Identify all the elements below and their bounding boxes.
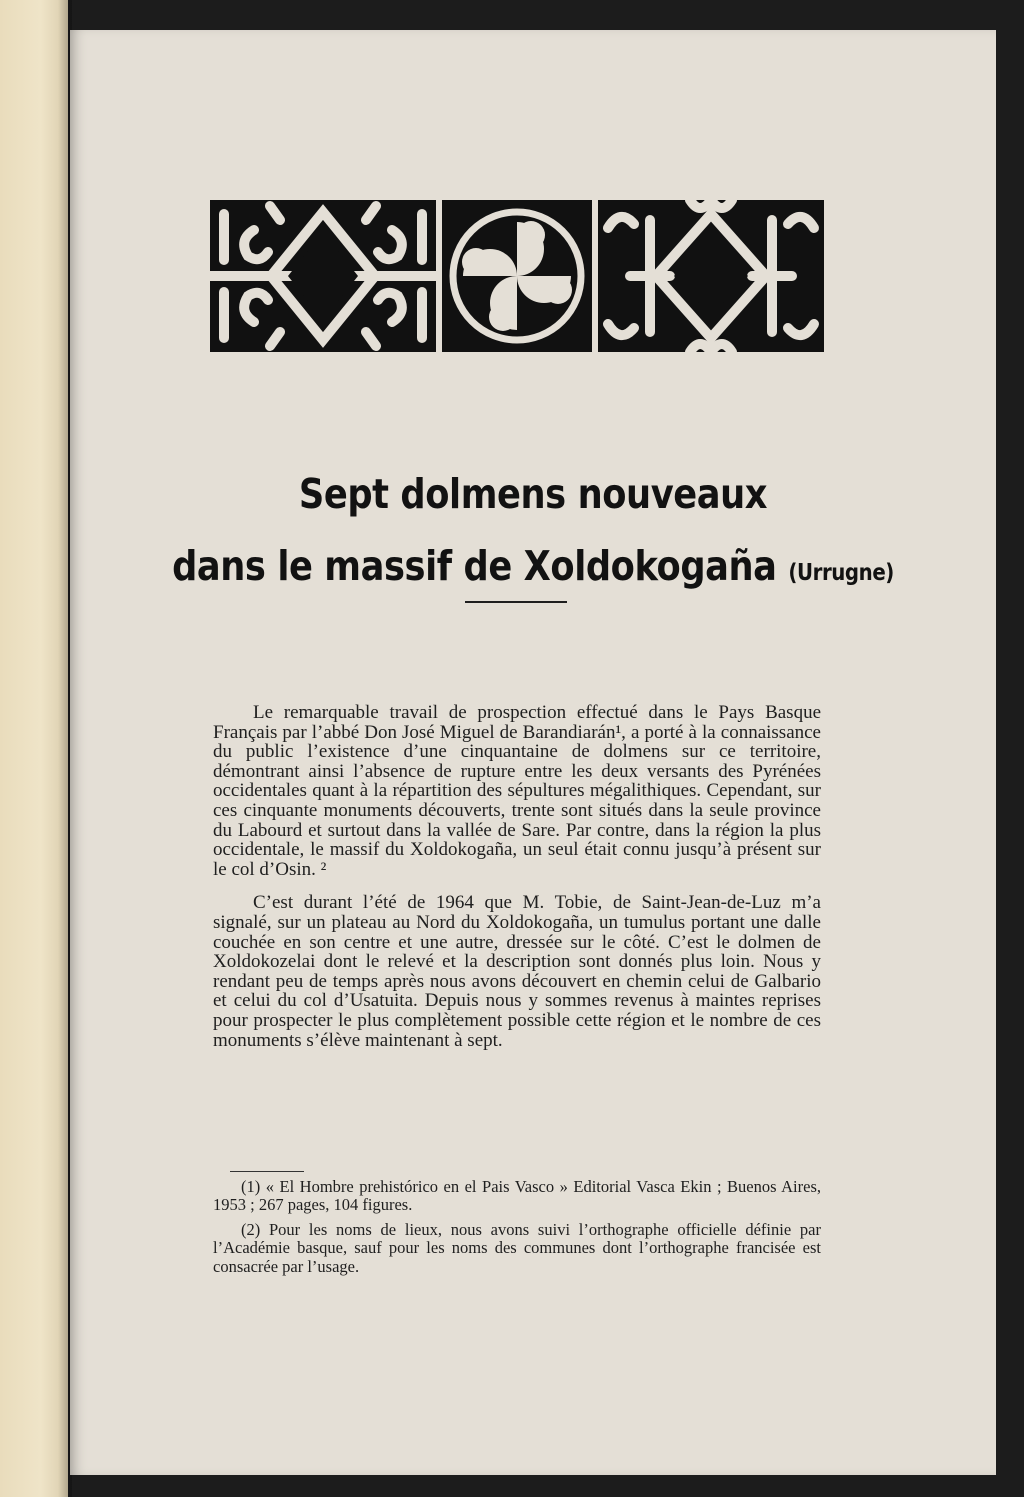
left-ornament-panel: [210, 200, 436, 352]
document-page: [70, 30, 996, 1475]
footnote: (2) Pour les noms de lieux, nous avons suivi l’orthographe officielle définie par l’Académie basque, sauf pour les noms des communes dont l’orthographe francisée est consacrée par l’usage.: [213, 1219, 821, 1276]
footnote: (1) « El Hombre prehistórico en el Pais Vasco » Editorial Vasca Ekin ; Buenos Aires, 1953 ; 267 pages, 104 figures.: [213, 1177, 821, 1215]
lauburu-banner-icon: [210, 200, 824, 352]
footnote-divider: [230, 1171, 304, 1172]
paragraph: C’est durant l’été de 1964 que M. Tobie, de Saint-Jean-de-Luz m’a signalé, sur un plateau au Nord du Xoldokogaña, un tumulus portant une dalle couchée en son centre et une autre, dressée sur le côté. C’est le dolmen de Xoldokozelai dont le relevé et la description sont donnés plus loin. Nous y rendant peu de temps après nous avons découvert en chemin celui de Galbario et celui du col d’Usatuita. Depuis nous y sommes revenus à maintes reprises pour prospecter le plus complètement possible cette région et le nombre de ces monuments s’élève maintenant à sept.: [213, 892, 821, 1051]
document-title-line1: Sept dolmens nouveaux: [298, 470, 768, 518]
title-divider: [465, 601, 567, 603]
footnotes: [213, 1178, 821, 1282]
right-ornament-panel: [598, 200, 824, 352]
document-title-line2: [135, 542, 931, 590]
document-title-text: dans le massif de Xoldokogaña: [172, 542, 777, 590]
document-title-suffix: (Urrugne): [788, 560, 894, 586]
paragraph: Le remarquable travail de prospection effectué dans le Pays Basque Français par l’abbé Don José Miguel de Barandiarán¹, a porté à la connaissance du public l’existence d’une cinquantaine de dolmens sur ce territoire, démontrant ainsi l’absence de rupture entre les deux versants des Pyrénées occidentales quant à la répartition des sépultures mégalithiques. Cependant, sur ces cinquante monuments découverts, trente sont situés dans la seule province du Labourd et surtout dans la vallée de Sare. Par contre, dans la région la plus occidentale, le massif du Xoldokogaña, un seul était connu jusqu’à présent sur le col d’Osin. ²: [213, 702, 821, 880]
center-lauburu-panel: [442, 200, 592, 352]
body-text: [213, 703, 821, 1064]
